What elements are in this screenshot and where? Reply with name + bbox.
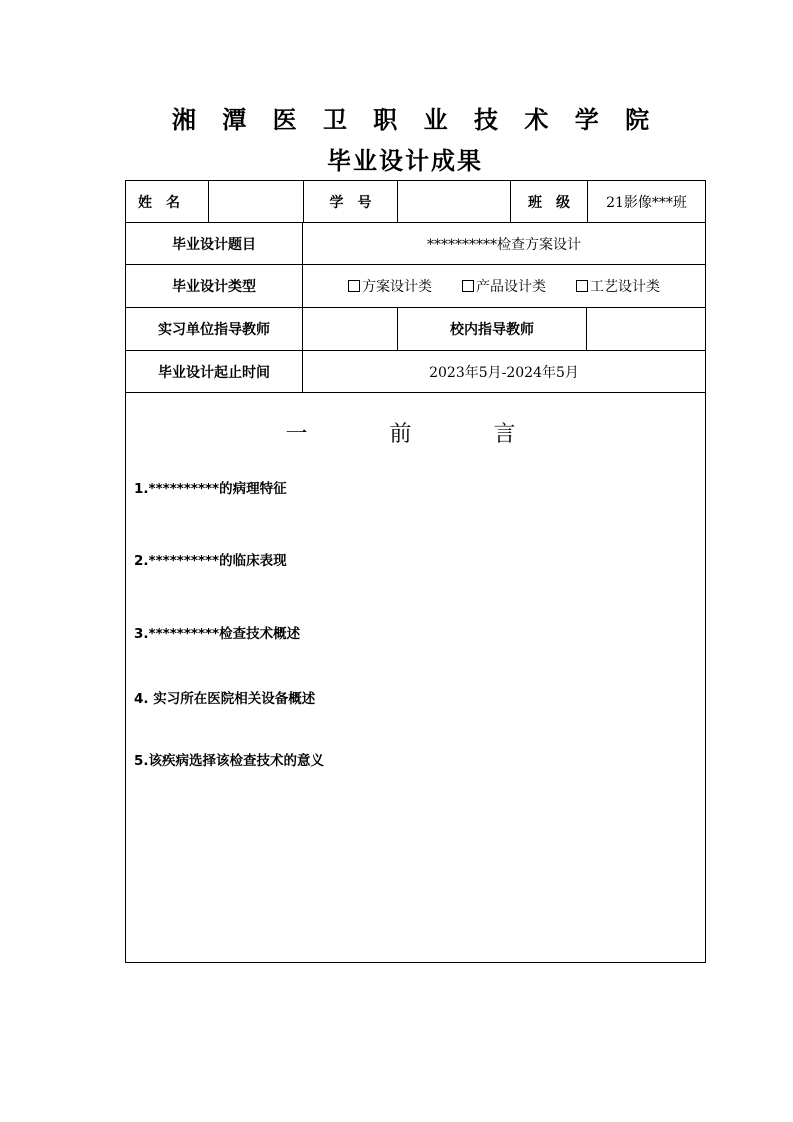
type-option-product[interactable] xyxy=(462,276,546,296)
topic-label: 毕业设计题目 xyxy=(172,236,256,253)
period-label: 毕业设计起止时间 xyxy=(158,364,270,381)
student-id-value xyxy=(397,181,510,222)
school-name: 湘 潭 医 卫 职 业 技 术 学 院 xyxy=(171,106,659,134)
checkbox-icon xyxy=(462,280,474,292)
type-option-process-label: 工艺设计类 xyxy=(590,279,660,295)
row-supervisors xyxy=(126,308,705,351)
intern-supervisor-value xyxy=(302,308,397,350)
preface-item: 4. 实习所在医院相关设备概述 xyxy=(134,691,316,707)
topic-value: **********检查方案设计 xyxy=(302,223,705,264)
document-title: 毕业设计成果 xyxy=(327,147,483,175)
preface-item: 3.**********检查技术概述 xyxy=(134,626,301,642)
class-value: 21影像***班 xyxy=(587,181,705,222)
type-option-plan[interactable] xyxy=(348,276,432,296)
type-option-process[interactable] xyxy=(576,276,660,296)
school-supervisor-value xyxy=(586,308,705,350)
preface-item: 1.**********的病理特征 xyxy=(134,481,287,497)
form-table xyxy=(125,180,706,963)
school-supervisor-label: 校内指导教师 xyxy=(397,308,586,350)
checkbox-icon xyxy=(348,280,360,292)
preface-item: 2.**********的临床表现 xyxy=(134,553,287,569)
type-label: 毕业设计类型 xyxy=(172,279,256,295)
type-option-plan-label: 方案设计类 xyxy=(362,279,432,295)
name-label: 姓 名 xyxy=(138,194,180,211)
period-value: 2023年5月-2024年5月 xyxy=(302,351,705,392)
row-topic xyxy=(126,223,705,265)
type-option-product-label: 产品设计类 xyxy=(476,279,546,295)
preface-heading: 一 前 言 xyxy=(285,422,546,447)
student-id-label: 学 号 xyxy=(303,181,397,222)
class-label: 班 级 xyxy=(510,181,587,222)
intern-supervisor-label: 实习单位指导教师 xyxy=(158,322,270,338)
name-value xyxy=(208,181,303,222)
checkbox-icon xyxy=(576,280,588,292)
preface-item: 5.该疾病选择该检查技术的意义 xyxy=(134,753,325,769)
type-options xyxy=(302,265,705,307)
row-design-type xyxy=(126,265,705,308)
row-basic-info xyxy=(126,181,705,223)
row-period xyxy=(126,351,705,393)
